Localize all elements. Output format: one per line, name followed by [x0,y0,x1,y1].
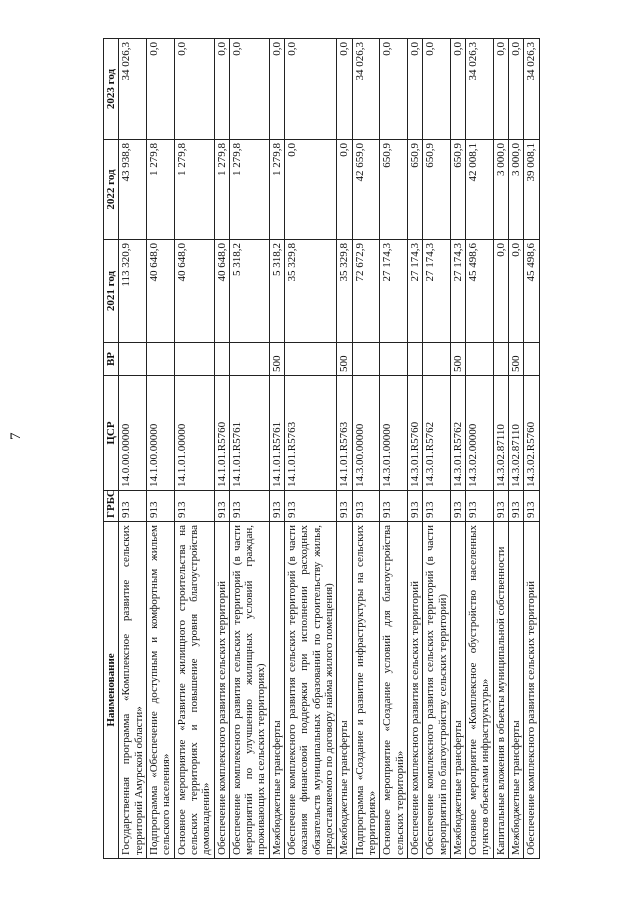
row-2022-cell: 650,9 [450,140,465,240]
row-vr-cell [493,343,508,376]
row-2023-cell: 0,0 [423,39,451,140]
row-2022-cell: 650,9 [407,140,422,240]
row-2021-cell: 27 174,3 [407,240,422,343]
row-csr-cell: 14.1.01.R5760 [214,376,229,491]
row-2022-cell: 1 279,8 [214,140,229,240]
row-grbs-cell: 913 [450,491,465,522]
row-vr-cell [524,343,539,376]
row-grbs-cell: 913 [466,491,494,522]
table-row [285,39,337,859]
row-2022-cell: 0,0 [337,140,352,240]
row-2023-cell: 0,0 [214,39,229,140]
row-2023-cell: 0,0 [407,39,422,140]
table-row [119,39,147,859]
row-grbs-cell: 913 [119,491,147,522]
row-csr-cell: 14.3.01.R5760 [407,376,422,491]
row-name-cell: Обеспечение комплексного развития сельских территорий [407,522,422,859]
table-row [450,39,465,859]
row-2023-cell: 0,0 [380,39,408,140]
row-2022-cell: 650,9 [380,140,408,240]
row-2022-cell: 0,0 [285,140,337,240]
row-grbs-cell: 913 [352,491,380,522]
budget-table-container [103,39,591,859]
row-2022-cell: 42 008,1 [466,140,494,240]
row-vr-cell [285,343,337,376]
row-csr-cell: 14.3.01.R5762 [450,376,465,491]
row-grbs-cell: 913 [423,491,451,522]
row-2021-cell: 5 318,2 [269,240,284,343]
row-name-cell: Обеспечение комплексного развития сельских территорий [214,522,229,859]
row-grbs-cell: 913 [493,491,508,522]
table-body [119,39,539,859]
header-csr: ЦСР [104,376,119,491]
row-vr-cell [380,343,408,376]
row-grbs-cell: 913 [214,491,229,522]
row-2023-cell: 34 026,3 [466,39,494,140]
row-2023-cell: 0,0 [450,39,465,140]
row-vr-cell [229,343,269,376]
row-csr-cell: 14.1.01.R5761 [269,376,284,491]
header-name: Наименование [104,522,119,859]
row-csr-cell: 14.3.01.R5762 [423,376,451,491]
row-2021-cell: 27 174,3 [450,240,465,343]
row-2021-cell: 27 174,3 [380,240,408,343]
row-vr-cell: 500 [509,343,524,376]
row-vr-cell [174,343,214,376]
row-2021-cell: 0,0 [493,240,508,343]
row-csr-cell: 14.3.01.00000 [380,376,408,491]
row-2021-cell: 35 329,8 [285,240,337,343]
table-row [380,39,408,859]
row-name-cell: Подпрограмма «Создание и развитие инфраструктуры на сельских территориях» [352,522,380,859]
table-row [509,39,524,859]
table-row [174,39,214,859]
row-grbs-cell: 913 [337,491,352,522]
row-vr-cell: 500 [337,343,352,376]
row-name-cell: Подпрограмма «Обеспечение доступным и комфортным жильем сельского населения» [146,522,174,859]
row-grbs-cell: 913 [174,491,214,522]
row-vr-cell [214,343,229,376]
row-2023-cell: 0,0 [509,39,524,140]
row-2022-cell: 1 279,8 [269,140,284,240]
row-name-cell: Основное мероприятие «Развитие жилищного строительства на сельских территориях и повышение уровня благоустройства домовладений» [174,522,214,859]
row-2021-cell: 45 498,6 [524,240,539,343]
table-row [407,39,422,859]
row-2023-cell: 0,0 [337,39,352,140]
row-2022-cell: 1 279,8 [174,140,214,240]
row-csr-cell: 14.3.02.87110 [493,376,508,491]
row-name-cell: Обеспечение комплексного развития сельских территорий (в части оказания финансовой поддержки при исполнении расходных обязательств муниципальных образований по строительству жилья, предоставляемого по договору найма жилого помещения) [285,522,337,859]
row-2021-cell: 35 329,8 [337,240,352,343]
row-grbs-cell: 913 [509,491,524,522]
row-2021-cell: 27 174,3 [423,240,451,343]
row-name-cell: Обеспечение комплексного развития сельских территорий [524,522,539,859]
header-year-2023: 2023 год [104,39,119,140]
row-2022-cell: 3 000,0 [509,140,524,240]
table-row [214,39,229,859]
row-2021-cell: 113 320,9 [119,240,147,343]
row-csr-cell: 14.3.02.00000 [466,376,494,491]
row-name-cell: Обеспечение комплексного развития сельских территорий (в части мероприятий по благоустройству сельских территорий) [423,522,451,859]
row-csr-cell: 14.0.00.00000 [119,376,147,491]
table-row [337,39,352,859]
row-2023-cell: 34 026,3 [352,39,380,140]
table-row [466,39,494,859]
row-vr-cell: 500 [450,343,465,376]
row-2021-cell: 40 648,0 [174,240,214,343]
table-row [524,39,539,859]
row-grbs-cell: 913 [269,491,284,522]
budget-table [103,38,540,859]
row-2022-cell: 1 279,8 [229,140,269,240]
row-csr-cell: 14.1.00.00000 [146,376,174,491]
page-number: 7 [8,432,24,440]
row-2023-cell: 0,0 [146,39,174,140]
table-row [352,39,380,859]
row-2021-cell: 5 318,2 [229,240,269,343]
row-name-cell: Межбюджетные трансферты [269,522,284,859]
row-csr-cell: 14.1.01.00000 [174,376,214,491]
row-2022-cell: 3 000,0 [493,140,508,240]
row-2022-cell: 1 279,8 [146,140,174,240]
row-csr-cell: 14.3.00.00000 [352,376,380,491]
row-2023-cell: 0,0 [493,39,508,140]
table-row [493,39,508,859]
row-name-cell: Основное мероприятие «Комплексное обустройство населенных пунктов объектами инфраструктуры» [466,522,494,859]
table-row [146,39,174,859]
table-header-row [104,39,119,859]
row-2023-cell: 0,0 [174,39,214,140]
row-2023-cell: 0,0 [229,39,269,140]
row-vr-cell [407,343,422,376]
row-2022-cell: 650,9 [423,140,451,240]
row-2021-cell: 40 648,0 [214,240,229,343]
row-grbs-cell: 913 [407,491,422,522]
row-csr-cell: 14.3.02.R5760 [524,376,539,491]
row-2021-cell: 0,0 [509,240,524,343]
row-name-cell: Межбюджетные трансферты [509,522,524,859]
table-row [423,39,451,859]
row-grbs-cell: 913 [146,491,174,522]
row-csr-cell: 14.3.02.87110 [509,376,524,491]
row-2021-cell: 40 648,0 [146,240,174,343]
row-name-cell: Капитальные вложения в объекты муниципальной собственности [493,522,508,859]
row-vr-cell [466,343,494,376]
row-2022-cell: 39 008,1 [524,140,539,240]
row-2023-cell: 34 026,3 [524,39,539,140]
row-grbs-cell: 913 [380,491,408,522]
row-2022-cell: 42 659,0 [352,140,380,240]
row-2022-cell: 43 938,8 [119,140,147,240]
row-vr-cell [352,343,380,376]
row-2023-cell: 0,0 [285,39,337,140]
header-year-2021: 2021 год [104,240,119,343]
row-grbs-cell: 913 [524,491,539,522]
row-vr-cell [119,343,147,376]
row-vr-cell [146,343,174,376]
row-2023-cell: 34 026,3 [119,39,147,140]
table-row [229,39,269,859]
header-vr: ВР [104,343,119,376]
row-name-cell: Межбюджетные трансферты [337,522,352,859]
row-2021-cell: 72 672,9 [352,240,380,343]
row-2021-cell: 45 498,6 [466,240,494,343]
row-name-cell: Основное мероприятие «Создание условий для благоустройства сельских территорий» [380,522,408,859]
row-name-cell: Государственная программа «Комплексное развитие сельских территорий Амурской области» [119,522,147,859]
row-grbs-cell: 913 [285,491,337,522]
row-2023-cell: 0,0 [269,39,284,140]
row-grbs-cell: 913 [229,491,269,522]
row-name-cell: Обеспечение комплексного развития сельских территорий (в части мероприятий по улучшению жилищных условий граждан, проживающих на сельских территориях) [229,522,269,859]
table-row [269,39,284,859]
row-vr-cell: 500 [269,343,284,376]
header-grbs: ГРБС [104,491,119,522]
row-csr-cell: 14.1.01.R5761 [229,376,269,491]
header-year-2022: 2022 год [104,140,119,240]
row-name-cell: Межбюджетные трансферты [450,522,465,859]
row-vr-cell [423,343,451,376]
row-csr-cell: 14.1.01.R5763 [337,376,352,491]
row-csr-cell: 14.1.01.R5763 [285,376,337,491]
